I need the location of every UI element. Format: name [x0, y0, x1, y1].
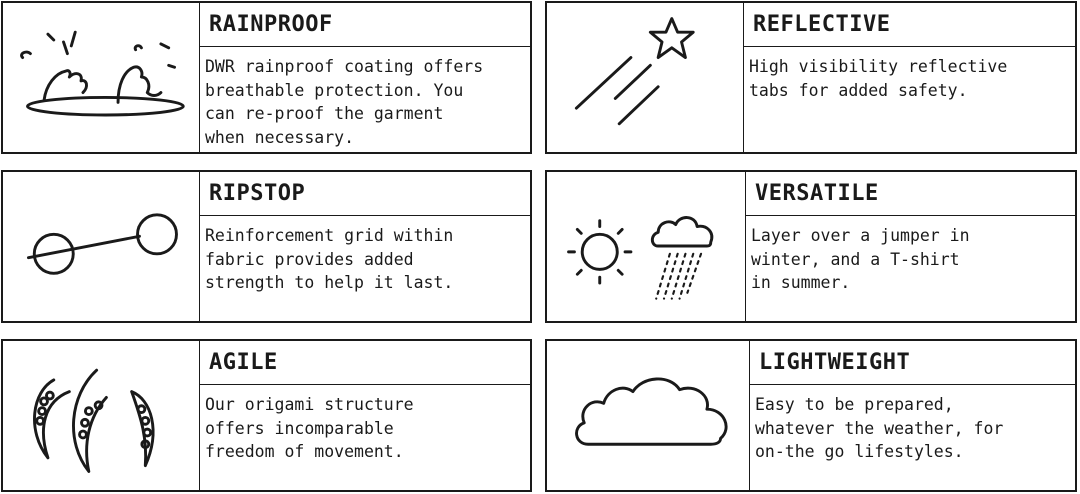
sun-and-rain-icon	[547, 172, 745, 321]
feature-description: Easy to be prepared, whatever the weather, for on-the go lifestyles.	[755, 395, 1004, 461]
feature-title: VERSATILE	[746, 172, 1075, 216]
shooting-star-icon	[547, 3, 743, 152]
feature-description: Reinforcement grid within fabric provides added strength to help it last.	[205, 226, 454, 292]
feature-title: LIGHTWEIGHT	[750, 341, 1075, 385]
leaf-pods-icon	[3, 341, 199, 490]
feature-icon-cell	[3, 3, 200, 152]
feature-card-lightweight	[545, 339, 1077, 492]
feature-title: RAINPROOF	[200, 3, 530, 47]
feature-icon-cell	[547, 3, 744, 152]
feature-icon-cell	[547, 341, 750, 490]
feature-title: AGILE	[200, 341, 530, 385]
cloud-icon	[547, 341, 749, 490]
feature-description: Our origami structure offers incomparable freedom of movement.	[205, 395, 414, 461]
feature-card-agile	[1, 339, 532, 492]
feature-icon-cell	[3, 172, 200, 321]
water-splash-icon	[3, 3, 199, 152]
connected-circles-icon	[3, 172, 199, 321]
feature-card-rainproof	[1, 1, 532, 154]
feature-title: REFLECTIVE	[744, 3, 1075, 47]
feature-description: High visibility reflective tabs for added safety.	[749, 57, 1008, 100]
feature-icon-cell	[547, 172, 746, 321]
feature-card-ripstop	[1, 170, 532, 323]
feature-card-reflective	[545, 1, 1077, 154]
feature-description: Layer over a jumper in winter, and a T-shirt in summer.	[751, 226, 970, 292]
feature-icon-cell	[3, 341, 200, 490]
feature-title: RIPSTOP	[200, 172, 530, 216]
feature-card-versatile	[545, 170, 1077, 323]
feature-description: DWR rainproof coating offers breathable protection. You can re-proof the garment when necessary.	[205, 57, 484, 147]
